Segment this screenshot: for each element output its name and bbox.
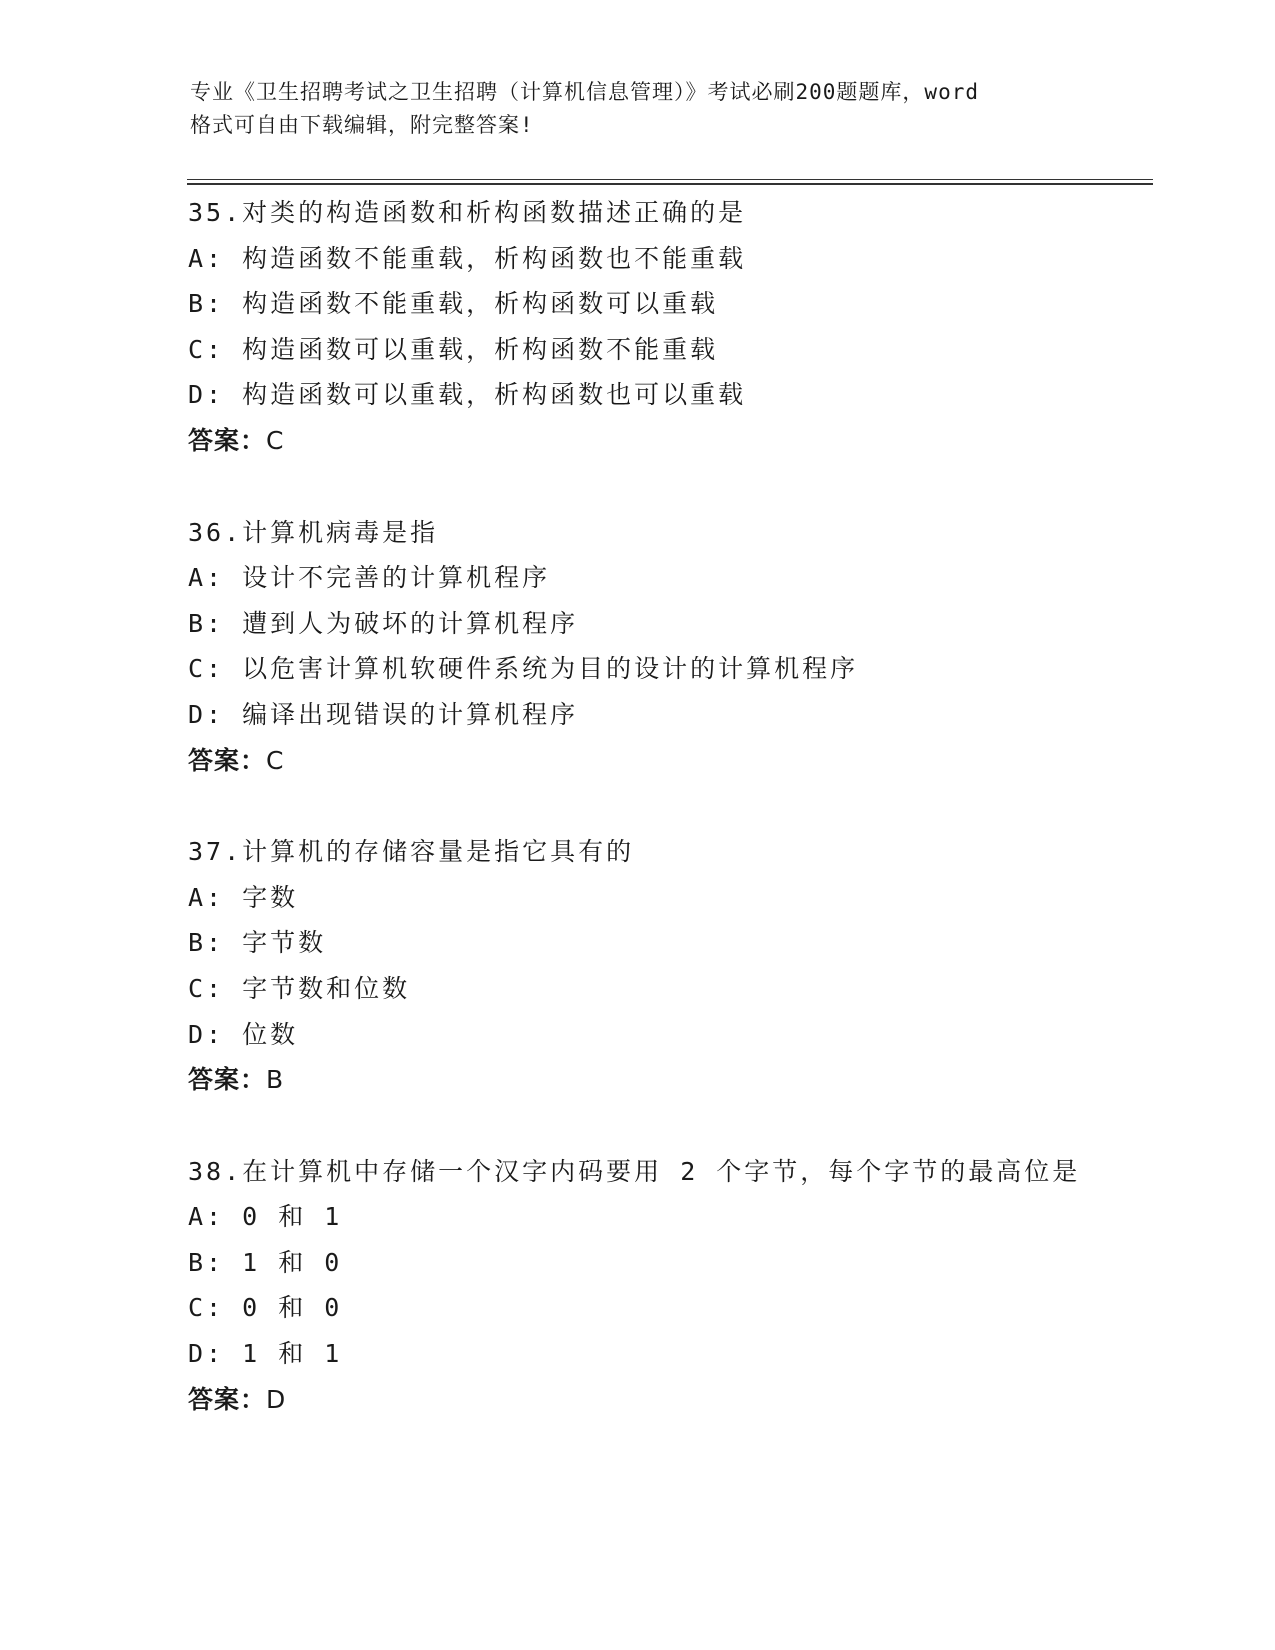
option-a: A: 构造函数不能重载，析构函数也不能重载 <box>188 243 747 273</box>
answer-value: C <box>266 425 284 455</box>
answer-label: 答案： <box>188 1065 267 1095</box>
option-c: C: 字节数和位数 <box>188 973 411 1003</box>
question-35 <box>188 190 1148 464</box>
answer-label: 答案： <box>188 1384 267 1414</box>
answer-label: 答案： <box>188 745 267 775</box>
answer-value: B <box>266 1065 284 1095</box>
header-line-2: 格式可自由下载编辑，附完整答案! <box>190 113 534 137</box>
option-b: B: 字节数 <box>188 928 327 958</box>
answer-line <box>188 1377 1148 1423</box>
option-b: B: 1 和 0 <box>188 1247 343 1277</box>
question-stem: 35.对类的构造函数和析构函数描述正确的是 <box>188 198 747 227</box>
question-stem: 36.计算机病毒是指 <box>188 517 439 547</box>
option-d: D: 编译出现错误的计算机程序 <box>188 699 579 729</box>
option-c: C: 以危害计算机软硬件系统为目的设计的计算机程序 <box>188 654 859 684</box>
header-divider-thick <box>187 183 1153 185</box>
option-d: D: 位数 <box>188 1019 299 1049</box>
answer-line <box>188 1057 1148 1103</box>
question-36 <box>188 510 1148 784</box>
option-a: A: 0 和 1 <box>188 1202 343 1232</box>
document-header <box>190 76 1090 142</box>
option-d: D: 构造函数可以重载，析构函数也可以重载 <box>188 380 747 410</box>
option-b: B: 构造函数不能重载，析构函数可以重载 <box>188 289 719 319</box>
answer-value: C <box>266 745 284 775</box>
question-38 <box>188 1149 1148 1423</box>
option-c: C: 构造函数可以重载，析构函数不能重载 <box>188 334 719 364</box>
header-line-1: 专业《卫生招聘考试之卫生招聘（计算机信息管理）》考试必刷200题题库，word <box>190 80 979 104</box>
question-stem: 37.计算机的存储容量是指它具有的 <box>188 837 635 867</box>
option-a: A: 字数 <box>188 882 299 912</box>
option-c: C: 0 和 0 <box>188 1293 343 1323</box>
question-stem: 38.在计算机中存储一个汉字内码要用 2 个字节，每个字节的最高位是 <box>188 1156 1081 1186</box>
question-37 <box>188 829 1148 1103</box>
answer-line <box>188 418 1148 464</box>
answer-label: 答案： <box>188 425 267 455</box>
answer-value: D <box>266 1384 286 1414</box>
option-a: A: 设计不完善的计算机程序 <box>188 563 551 593</box>
header-divider-thin <box>187 179 1153 180</box>
option-b: B: 遭到人为破坏的计算机程序 <box>188 608 579 638</box>
answer-line <box>188 738 1148 784</box>
option-d: D: 1 和 1 <box>188 1339 343 1369</box>
question-list <box>188 190 1148 1468</box>
